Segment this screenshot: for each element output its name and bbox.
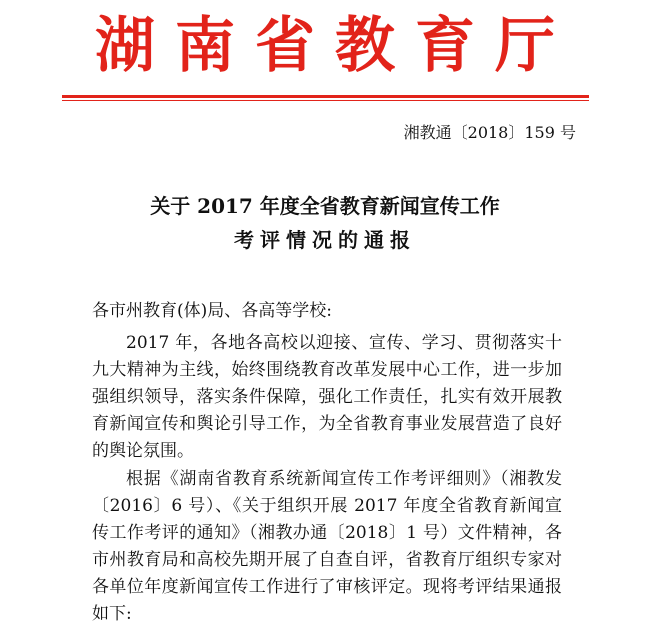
document-title-line-2: 考评情况的通报 — [234, 228, 416, 252]
header-rule-thick — [62, 95, 589, 98]
header-rule-thin — [62, 100, 589, 101]
paragraph-1: 2017 年，各地各高校以迎接、宣传、学习、贯彻落实十九大精神为主线，始终围绕教育改革发展中心工作，进一步加强组织领导，落实条件保障，强化工作责任，扎实有效开展教育新闻宣传和舆论引导工作，为全省教育事业发展营造了良好的舆论氛围。 — [92, 333, 562, 461]
document-title-line-1: 关于 2017 年度全省教育新闻宣传工作 — [150, 194, 500, 218]
document-number: 湘教通〔2018〕159 号 — [403, 123, 576, 142]
paragraph-2: 根据《湖南省教育系统新闻宣传工作考评细则》（湘教发〔2016〕6 号）、《关于组织开展 2017 年度全省教育新闻宣传工作考评的通知》（湘教办通〔2018〕1 号）文件精神，各市州教育局和高校先期开展了自查自评，省教育厅组织专家对各单位年度新闻宣传工作进行了审核评定。现将考评结果通报如下: — [92, 469, 562, 624]
addressee: 各市州教育(体)局、各高等学校: — [92, 301, 332, 321]
org-header-title: 湖南省教育厅 — [95, 11, 575, 81]
